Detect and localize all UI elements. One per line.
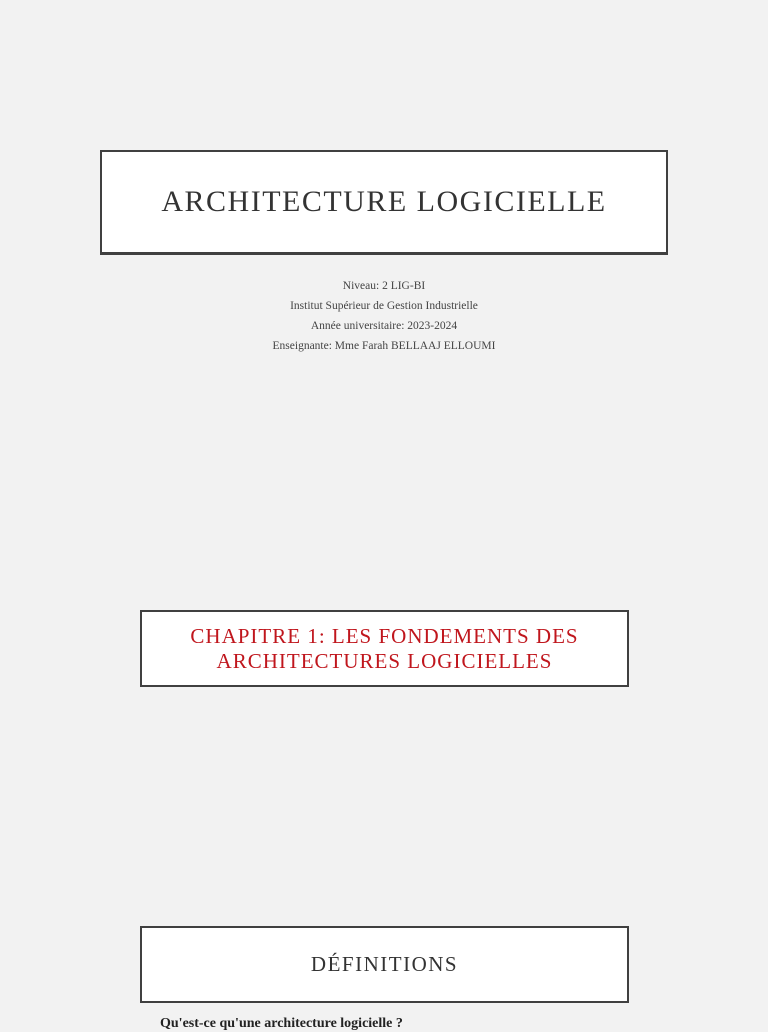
course-institute: Institut Supérieur de Gestion Industrielle	[290, 300, 478, 312]
section-first-question: Qu'est-ce qu'une architecture logicielle ?	[160, 1016, 403, 1031]
document-title: ARCHITECTURE LOGICIELLE	[161, 185, 607, 218]
chapter-title	[190, 624, 578, 674]
section-title: DÉFINITIONS	[310, 952, 459, 976]
chapter-title-line-1: CHAPITRE 1: LES FONDEMENTS DES	[190, 623, 579, 648]
course-teacher: Enseignante: Mme Farah BELLAAJ ELLOUMI	[272, 340, 496, 352]
course-info	[0, 276, 768, 356]
course-year: Année universitaire: 2023-2024	[310, 320, 458, 332]
chapter-title-box	[140, 610, 629, 687]
course-level: Niveau: 2 LIG-BI	[342, 280, 426, 292]
chapter-title-line-2: ARCHITECTURES LOGICIELLES	[216, 648, 553, 673]
document-title-box	[100, 150, 668, 255]
section-title-box	[140, 926, 629, 1003]
